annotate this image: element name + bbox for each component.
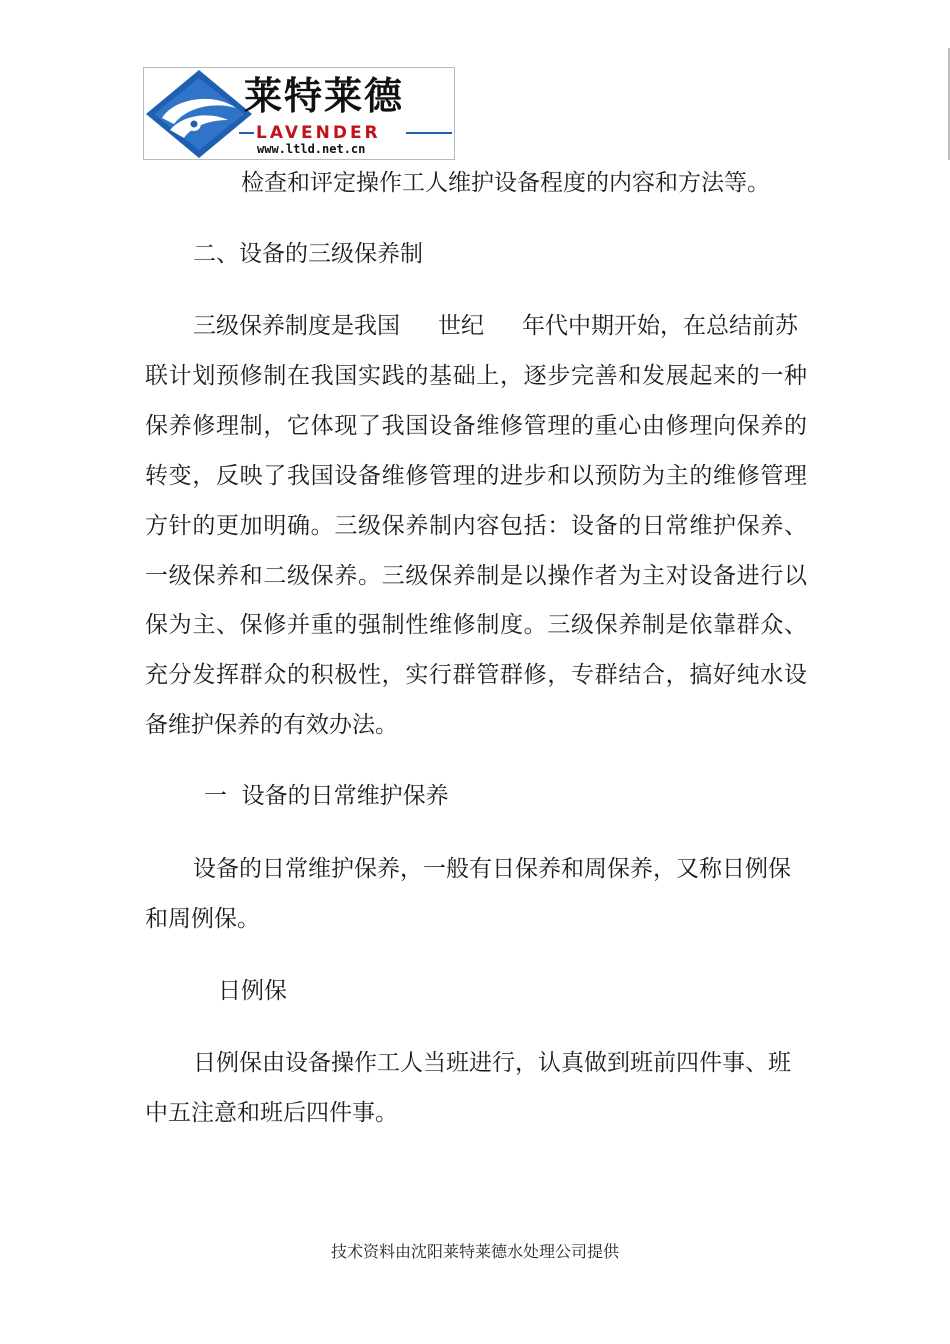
text-line: 检查和评定操作工人维护设备程度的内容和方法等。 [241, 170, 770, 196]
logo-url: www.ltld.net.cn [257, 142, 366, 156]
text-line: 转变，反映了我国设备维修管理的进步和以预防为主的维修管理 [145, 463, 807, 489]
text-line: 日例保由设备操作工人当班进行，认真做到班前四件事、班 [193, 1050, 791, 1076]
text-line: 和周例保。 [145, 906, 260, 932]
text-line: 联计划预修制在我国实践的基础上，逐步完善和发展起来的一种 [145, 363, 807, 389]
company-logo [143, 67, 455, 160]
text-line: 设备的日常维护保养，一般有日保养和周保养，又称日例保 [193, 856, 791, 882]
subsection-heading: 一 设备的日常维护保养 [204, 783, 449, 809]
text-line: 充分发挥群众的积极性，实行群管群修，专群结合，搞好纯水设 [145, 662, 807, 688]
page-footer: 技术资料由沈阳莱特莱德水处理公司提供 [330, 1242, 619, 1261]
paragraph-first-line [193, 311, 798, 341]
text-line: 保为主、保修并重的强制性维修制度。三级保养制是依靠群众、 [145, 612, 807, 638]
logo-english-name: LAVENDER [256, 123, 381, 143]
text-line: 保养修理制，它体现了我国设备维修管理的重心由修理向保养的 [145, 413, 807, 439]
section-heading: 二、设备的三级保养制 [193, 241, 423, 267]
text-line: 一级保养和二级保养。三级保养制是以操作者为主对设备进行以 [145, 563, 807, 589]
text-segment: 三级保养制度是我国 [193, 313, 400, 339]
subsection-heading: 日例保 [218, 978, 287, 1004]
text-segment: 世纪 [438, 313, 484, 339]
logo-chinese-name: 莱特莱德 [244, 74, 405, 118]
text-line: 备维护保养的有效办法。 [145, 712, 398, 738]
text-line: 方针的更加明确。三级保养制内容包括：设备的日常维护保养、 [145, 513, 807, 539]
text-segment: 年代中期开始，在总结前苏 [522, 313, 798, 339]
text-line: 中五注意和班后四件事。 [145, 1100, 398, 1126]
logo-emblem-icon [144, 68, 254, 159]
